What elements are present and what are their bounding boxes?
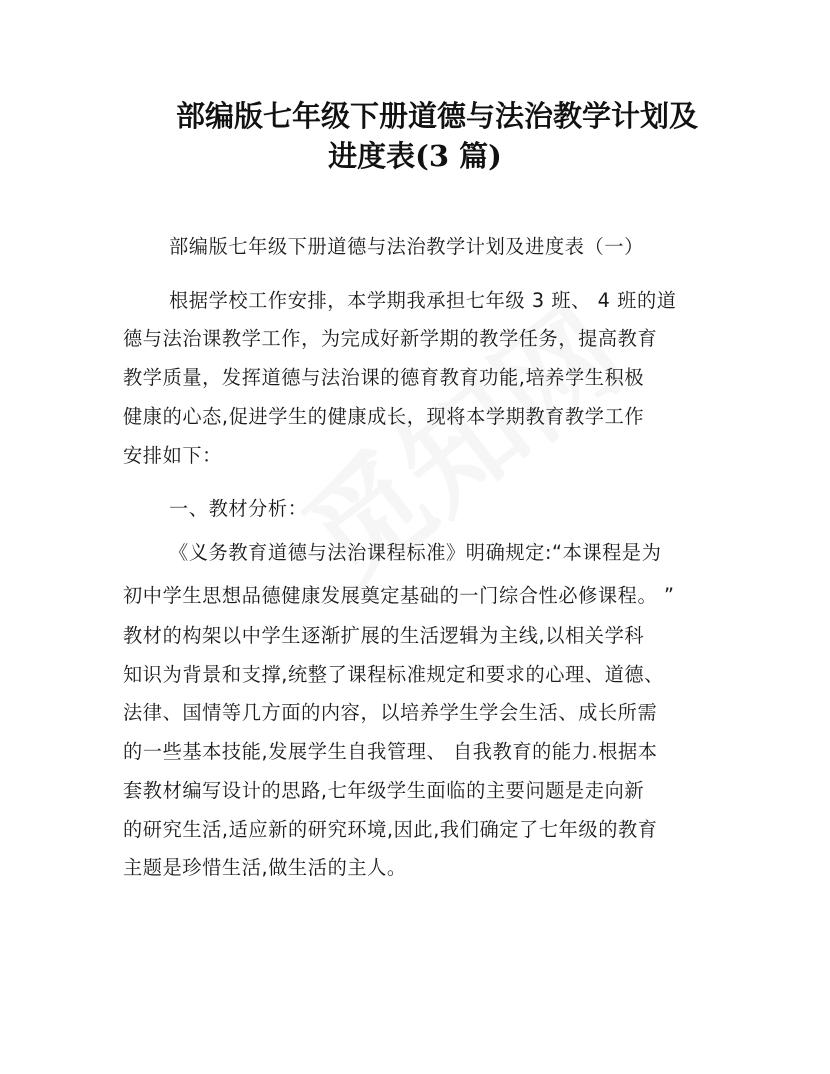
paragraph-1-line-5: 安排如下： xyxy=(123,444,222,467)
paragraph-2-line-7: 套教材编写设计的思路,七年级学生面临的主要问题是走向新 xyxy=(123,779,645,802)
paragraph-2-line-5: 法律、国情等几方面的内容，以培养学生学会生活、成长所需 xyxy=(123,701,658,724)
paragraph-2-line-8: 的研究生活,适应新的研究环境,因此,我们确定了七年级的教育 xyxy=(123,818,658,841)
paragraph-2-line-3: 教材的构架以中学生逐渐扩展的生活逻辑为主线,以相关学科 xyxy=(123,624,645,647)
subtitle: 部编版七年级下册道德与法治教学计划及进度表（一） xyxy=(169,235,644,258)
paragraph-2-line-2: 初中学生思想品德健康发展奠定基础的一门综合性必修课程。 ” xyxy=(123,584,675,607)
paragraph-1-line-3: 教学质量，发挥道德与法治课的德育教育功能,培养学生积极 xyxy=(123,366,645,389)
paragraph-2-line-4: 知识为背景和支撑,统整了课程标准规定和要求的心理、道德、 xyxy=(123,663,664,686)
paragraph-2-line-6: 的一些基本技能,发展学生自我管理、 自我教育的能力.根据本 xyxy=(123,740,658,763)
paragraph-2-line-1: 《义务教育道德与法治课程标准》明确规定:“本课程是为 xyxy=(169,541,662,564)
section-heading: 一、教材分析： xyxy=(169,497,308,520)
page-title-line-2: 进度表(3 篇) xyxy=(328,139,502,173)
page-title-line-1: 部编版七年级下册道德与法治教学计划及 xyxy=(175,99,698,133)
paragraph-1-line-1: 根据学校工作安排，本学期我承担七年级 3 班、 4 班的道 xyxy=(169,289,677,312)
paragraph-1-line-2: 德与法治课教学工作，为完成好新学期的教学任务，提高教育 xyxy=(123,327,658,350)
paragraph-1-line-4: 健康的心态,促进学生的健康成长，现将本学期教育教学工作 xyxy=(123,405,645,428)
paragraph-2-line-9: 主题是珍惜生活,做生活的主人。 xyxy=(123,856,407,879)
